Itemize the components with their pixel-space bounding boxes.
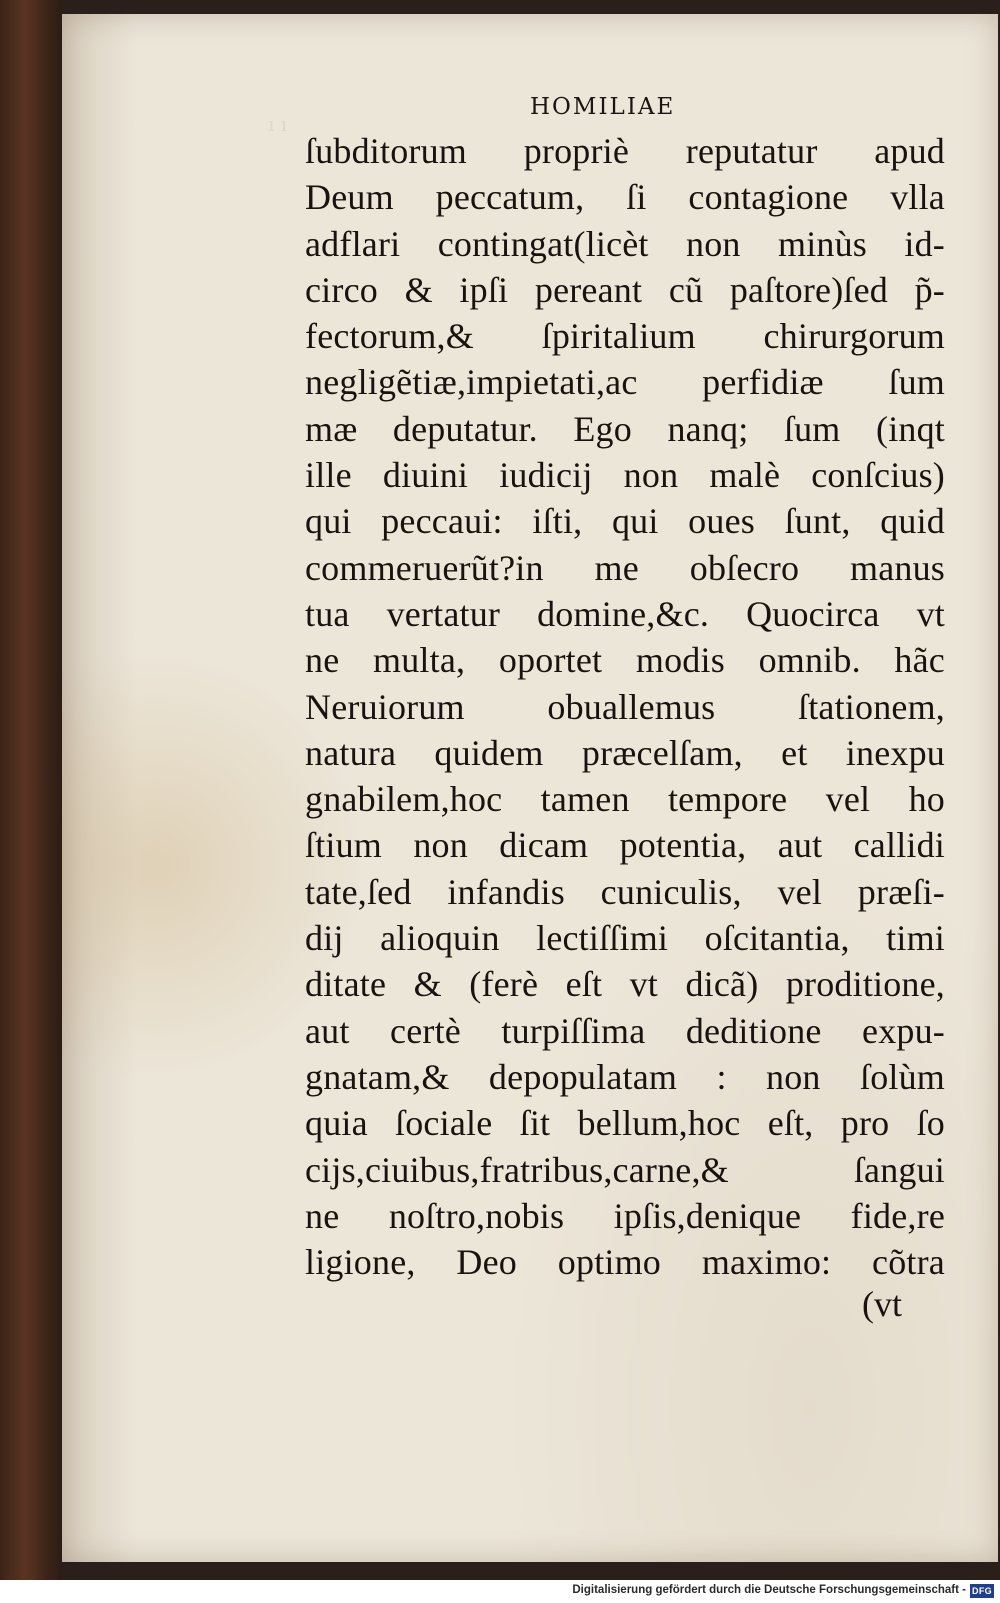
running-head: HOMILIAE [530, 94, 676, 120]
text-line: negligẽtiæ,impietati,ac perfidiæ ſum [305, 362, 945, 403]
text-line: ſtium non dicam potentia, aut callidi [305, 825, 945, 866]
text-block [305, 128, 945, 1285]
text-line: commeruerũt?in me obſecro manus [305, 547, 945, 588]
text-line: tate,ſed infandis cuniculis, vel præſi- [305, 871, 945, 912]
text-line: quia ſociale ſit bellum,hoc eſt, pro ſo [305, 1103, 945, 1144]
text-line: circo & ipſi pereant cũ paſtore)ſed p̃- [305, 269, 945, 310]
footer-bar [0, 1580, 1000, 1603]
bleed-through-mark: ı ı [268, 112, 288, 136]
dfg-logo: DFG [970, 1584, 994, 1598]
text-line: aut certè turpiſſima deditione expu- [305, 1010, 945, 1051]
text-line: qui peccaui: iſti, qui oues ſunt, quid [305, 501, 945, 542]
catchword: (vt [862, 1284, 902, 1324]
text-line: gnabilem,hoc tamen tempore vel ho [305, 779, 945, 820]
text-line: Neruiorum obuallemus ſtationem, [305, 686, 945, 727]
text-line: fectorum,& ſpiritalium chirurgorum [305, 316, 945, 357]
text-line: natura quidem præcelſam, et inexpu [305, 732, 945, 773]
text-line: cijs,ciuibus,fratribus,carne,& ſangui [305, 1149, 945, 1190]
text-line: ne multa, oportet modis omnib. hãc [305, 640, 945, 681]
text-line: tua vertatur domine,&c. Quocirca vt [305, 593, 945, 634]
text-line: dij alioquin lectiſſimi oſcitantia, timi [305, 918, 945, 959]
text-line: mæ deputatur. Ego nanq; ſum (inqt [305, 408, 945, 449]
text-line: ille diuini iudicij non malè conſcius) [305, 455, 945, 496]
funding-credit: Digitalisierung gefördert durch die Deutsche Forschungsgemeinschaft - [572, 1584, 966, 1596]
text-line: gnatam,& depopulatam : non ſolùm [305, 1056, 945, 1097]
text-line: ditate & (ferè eſt vt dicã) proditione, [305, 964, 945, 1005]
text-line: Deum peccatum, ſi contagione vlla [305, 177, 945, 218]
text-line: ligione, Deo optimo maximo: cõtra [305, 1242, 945, 1283]
text-line: adflari contingat(licèt non minùs id- [305, 223, 945, 264]
text-line: ne noſtro,nobis ipſis,denique fide,re [305, 1195, 945, 1236]
book-spine [0, 0, 62, 1580]
text-line: ſubditorum propriè reputatur apud [305, 131, 945, 171]
